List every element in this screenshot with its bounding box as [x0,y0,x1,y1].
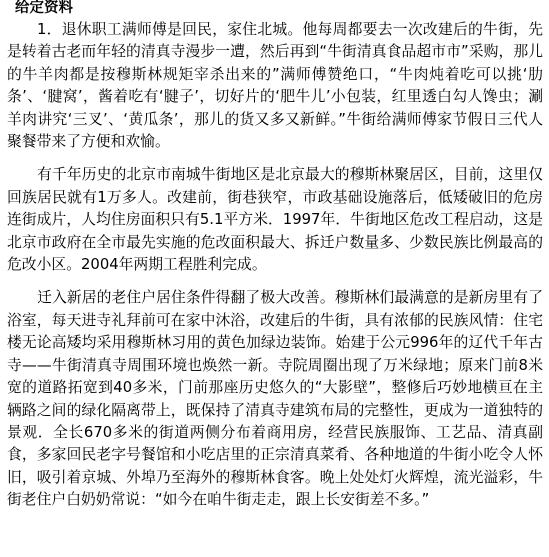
paragraph-3 [7,287,543,511]
section-heading: 给定资料 [15,0,73,16]
paragraph-1 [7,19,543,153]
paragraph-2 [7,164,543,276]
paragraph-2-text: 有千年历史的北京市南城牛街地区是北京最大的穆斯林聚居区，目前，这里仅回族居民就有1万多人。改建前，街巷狭窄，市政基础设施落后，低矮破旧的危房连街成片，人均住房面积只有5.1平方米．1997年．牛街地区危改工程启动，这是北京市政府在全市最先实施的危改面积最大、拆迁户数量多、少数民族比例最高的危改小区。2004年两期工程胜利完成。 [7,166,543,274]
paragraph-3-text: 迁入新居的老住户居住条件得翻了极大改善。穆斯林们最满意的是新房里有了浴室，每天进寺礼拜前可在家中沐浴，改建后的牛街，具有浓郁的民族风情：住宅楼无论高矮均采用穆斯林习用的黄色加绿边装饰。始建于公元996年的辽代千年古寺——牛街清真寺周围环境也焕然一新。寺院周圈出现了万米绿地；原来门前8米宽的道路拓宽到40多米，门前那座历史悠久的“大影壁”，整修后巧妙地横亘在主辆路之间的绿化隔离带上，既保持了清真寺建筑布局的完整性，更成为一道独特的景观．全长670多米的街道两侧分布着商用房，经营民族服饰、工艺品、清真副食，多家回民老字号餐馆和小吃店里的正宗清真菜肴、各种地道的牛街小吃令人怀旧，吸引着京城、外埠乃至海外的穆斯林食客。晚上处处灯火辉煌，流光溢彩，牛街老住户白奶奶常说：“如今在咱牛街走走，跟上长安街差不多。” [7,289,543,509]
paragraph-1-text: 1．退休职工满师傅是回民，家住北城。他每周都要去一次改建后的牛街，先是转着古老而年轻的清真寺漫步一遭，然后再到“牛街清真食品超市市”采购，那儿的牛羊肉都是按穆斯林规矩宰杀出来的”满师傅赞绝口，“牛肉炖着吃可以挑‘肋条’、‘腱窝’，酱着吃有‘腱子’，切好片的‘肥牛儿’小包装，红里透白勾人馋虫；涮羊肉讲究‘三叉’、‘黄瓜条’，那儿的货又多又新鲜。”牛街给满师傅家节假日三代人聚餐带来了方便和欢愉。 [7,21,543,151]
